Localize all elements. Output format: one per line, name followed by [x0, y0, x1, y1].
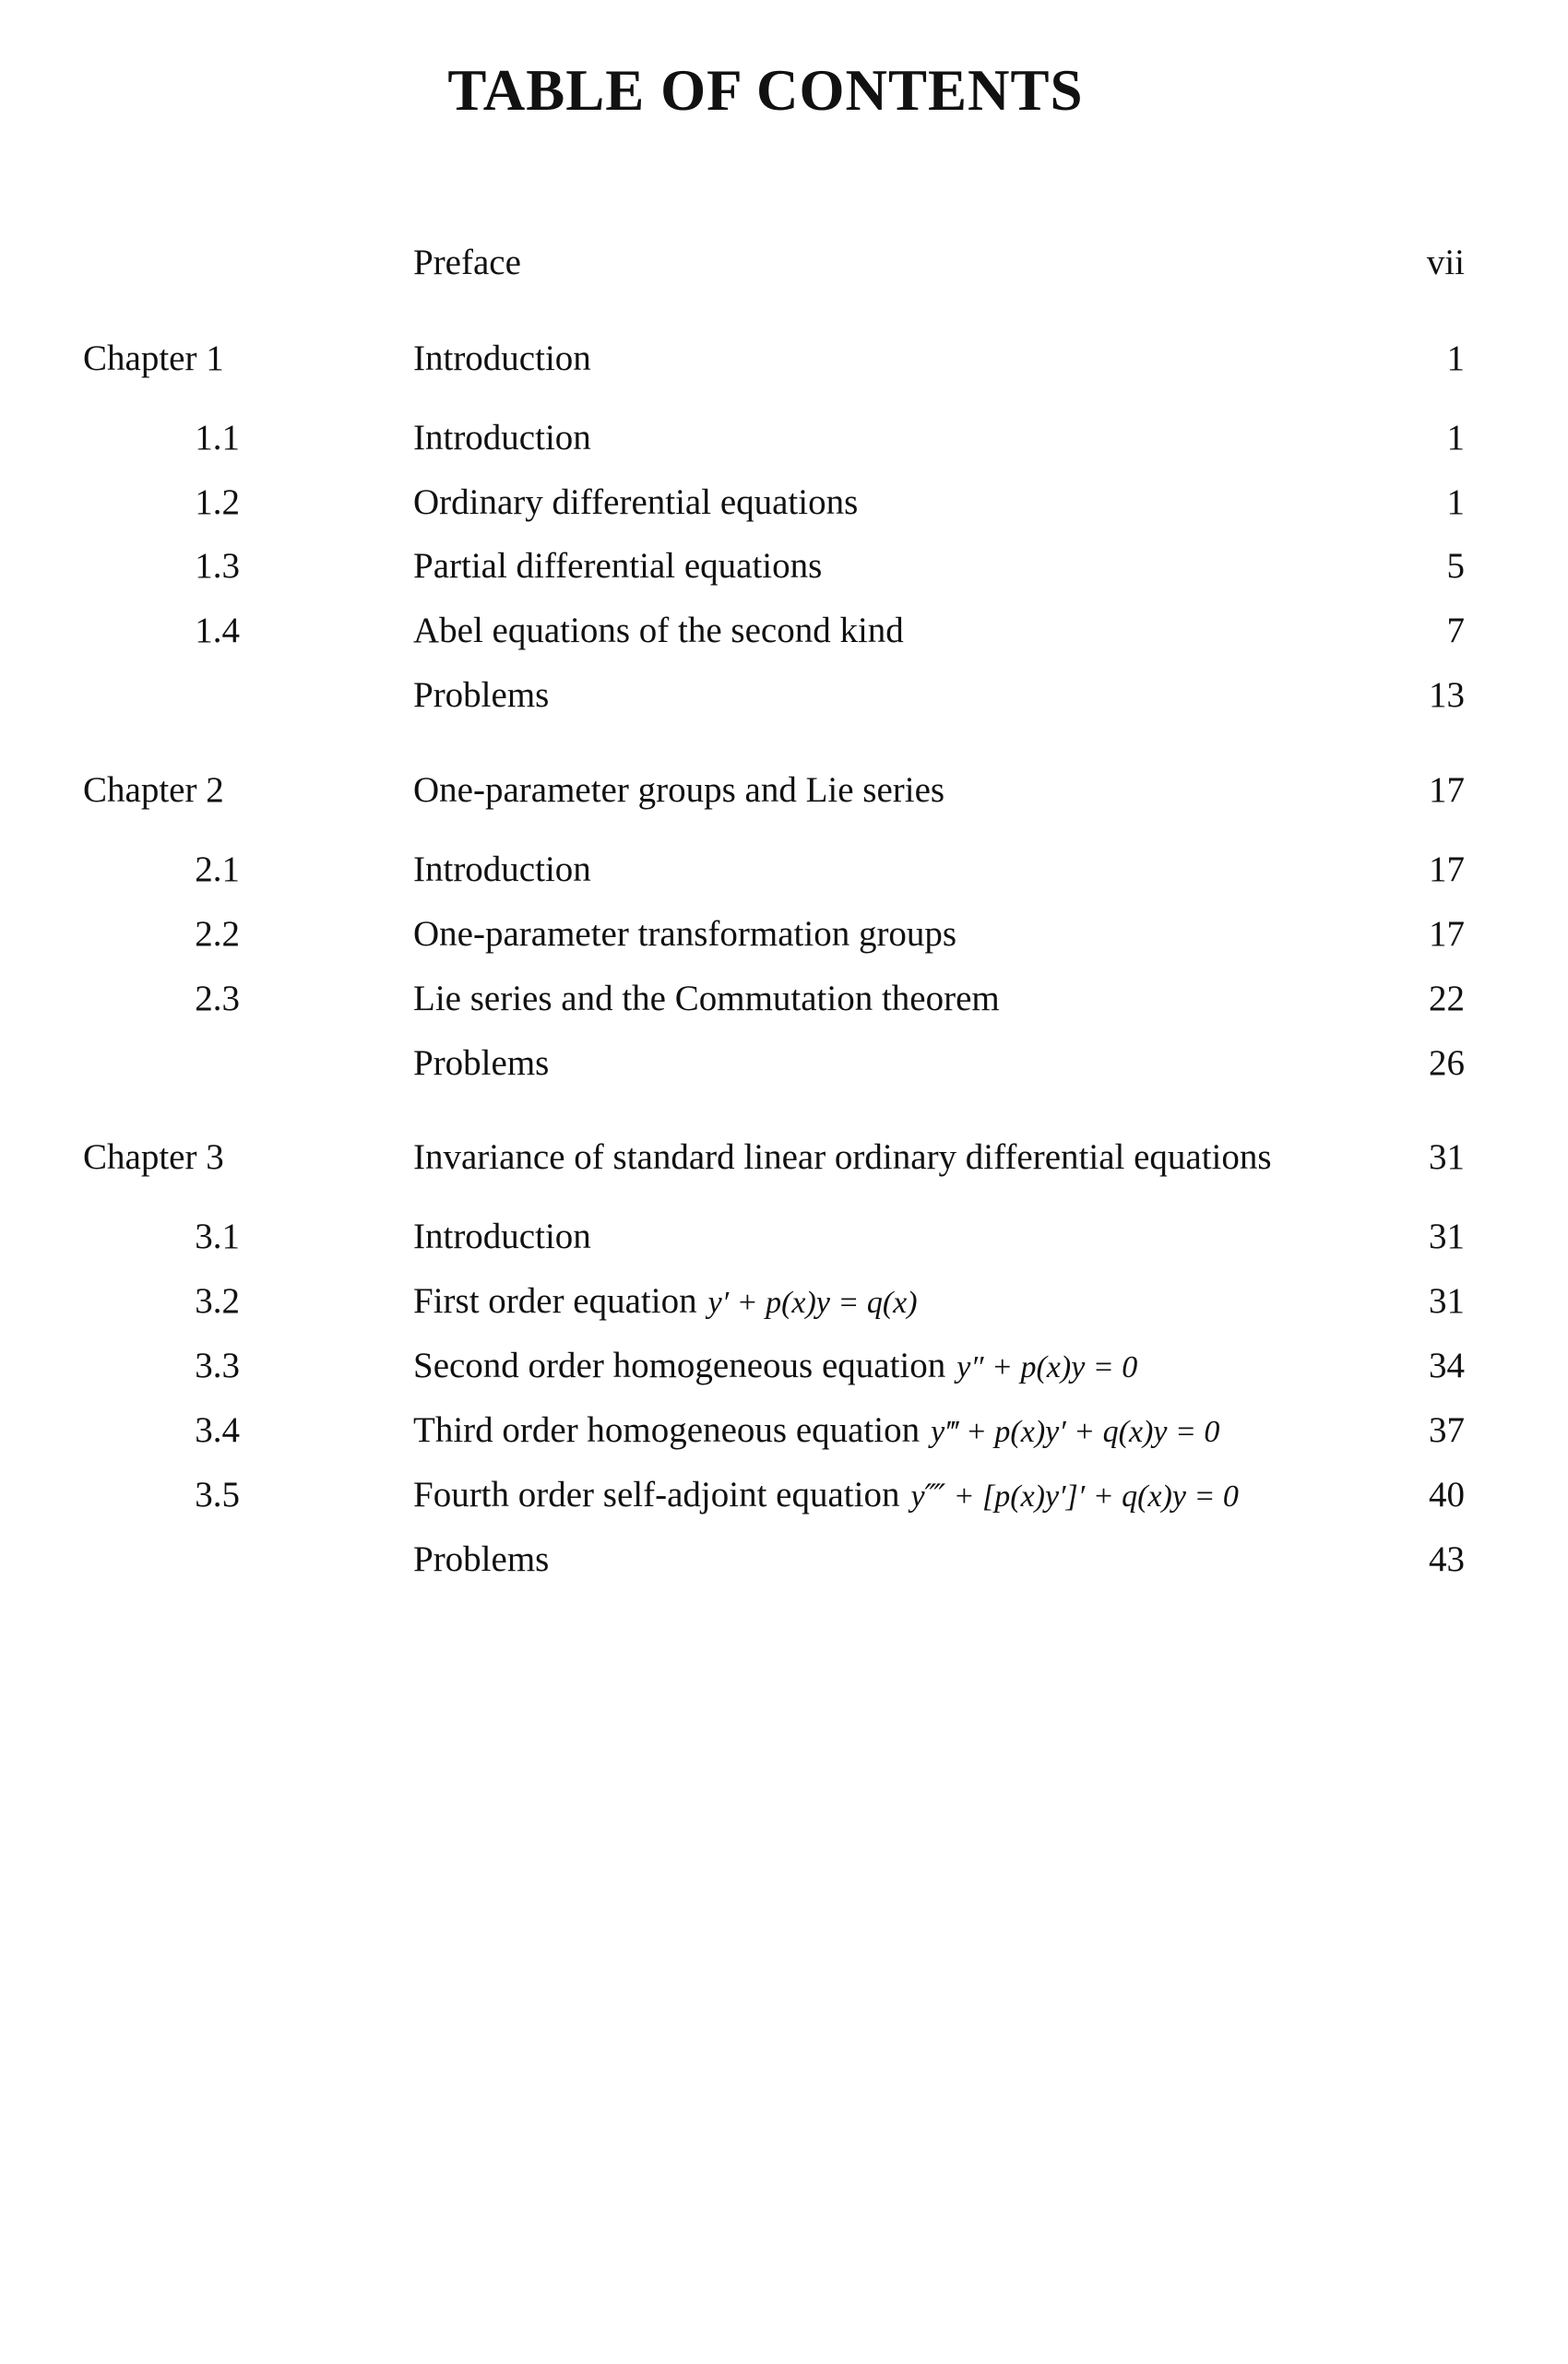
page-number: 31: [1429, 1217, 1465, 1256]
toc-row-problems[interactable]: [0, 1042, 1568, 1088]
entry-title-text: Third order homogeneous equation: [413, 1410, 921, 1450]
entry-title: [413, 1280, 918, 1322]
entry-title: Problems: [413, 675, 550, 715]
section-number: 3.1: [195, 1217, 240, 1256]
section-number: 3.5: [195, 1475, 240, 1515]
entry-title: Partial differential equations: [413, 546, 823, 586]
toc-row-problems[interactable]: [0, 674, 1568, 720]
section-number: 3.2: [195, 1281, 240, 1321]
page-number: 1: [1446, 482, 1465, 522]
entry-title: [413, 1345, 1137, 1386]
section-number: 2.2: [195, 914, 240, 954]
page-number: 7: [1446, 611, 1465, 650]
page-title: TABLE OF CONTENTS: [447, 58, 1084, 123]
page-number: 22: [1429, 979, 1465, 1018]
page-number: 34: [1429, 1346, 1465, 1385]
entry-title: Introduction: [413, 849, 591, 889]
toc-row-section[interactable]: [0, 417, 1568, 463]
page-number: 17: [1429, 849, 1465, 889]
page-number: 26: [1429, 1043, 1465, 1083]
toc-row-section[interactable]: [0, 1474, 1568, 1520]
page-number: 17: [1429, 914, 1465, 954]
toc-row-section[interactable]: [0, 1345, 1568, 1391]
chapter-label: Chapter 2: [83, 770, 224, 810]
section-number: 1.1: [195, 418, 240, 457]
chapter-label: Chapter 3: [83, 1137, 224, 1177]
equation: y⁗ + [p(x)y′]′ + q(x)y = 0: [910, 1479, 1239, 1514]
toc-row-section[interactable]: [0, 849, 1568, 895]
toc-row-chapter-1[interactable]: [0, 338, 1568, 384]
equation: y′ + p(x)y = q(x): [707, 1286, 918, 1320]
section-number: 1.2: [195, 482, 240, 522]
toc-row-preface[interactable]: [0, 242, 1568, 288]
entry-title: Lie series and the Commutation theorem: [413, 979, 1000, 1018]
entry-title: Problems: [413, 1043, 550, 1083]
page-number: 43: [1429, 1539, 1465, 1579]
entry-title: [413, 1409, 1219, 1451]
page-number: 5: [1446, 546, 1465, 586]
entry-title: Preface: [413, 243, 521, 282]
page-number: 31: [1429, 1137, 1465, 1177]
entry-title: One-parameter groups and Lie series: [413, 770, 945, 810]
entry-title: Ordinary differential equations: [413, 482, 859, 522]
page-number: 17: [1429, 770, 1465, 810]
page-number: 40: [1429, 1475, 1465, 1515]
entry-title-text: Second order homogeneous equation: [413, 1346, 946, 1385]
entry-title: Abel equations of the second kind: [413, 611, 904, 650]
entry-title-text: First order equation: [413, 1281, 697, 1321]
toc-row-section[interactable]: [0, 545, 1568, 591]
page-number: 1: [1446, 418, 1465, 457]
toc-row-section[interactable]: [0, 1409, 1568, 1455]
entry-title: Invariance of standard linear ordinary differential equations: [413, 1137, 1272, 1177]
toc-row-section[interactable]: [0, 978, 1568, 1024]
section-number: 1.3: [195, 546, 240, 586]
toc-row-chapter-3[interactable]: [0, 1136, 1568, 1182]
entry-title: Introduction: [413, 418, 591, 457]
section-number: 1.4: [195, 611, 240, 650]
toc-row-section[interactable]: [0, 481, 1568, 528]
toc-row-section[interactable]: [0, 610, 1568, 656]
toc-row-section[interactable]: [0, 1216, 1568, 1262]
entry-title: Introduction: [413, 1217, 591, 1256]
page-number: 31: [1429, 1281, 1465, 1321]
section-number: 3.4: [195, 1410, 240, 1450]
page-number: 37: [1429, 1410, 1465, 1450]
page-number: 1: [1446, 339, 1465, 378]
toc-row-problems[interactable]: [0, 1538, 1568, 1585]
entry-title: Problems: [413, 1539, 550, 1579]
toc-row-section[interactable]: [0, 1280, 1568, 1326]
toc-row-chapter-2[interactable]: [0, 769, 1568, 815]
page-number: vii: [1426, 243, 1465, 282]
entry-title: One-parameter transformation groups: [413, 914, 957, 954]
page-number: 13: [1429, 675, 1465, 715]
section-number: 3.3: [195, 1346, 240, 1385]
entry-title-text: Fourth order self-adjoint equation: [413, 1475, 900, 1515]
equation: y″ + p(x)y = 0: [956, 1350, 1138, 1384]
section-number: 2.1: [195, 849, 240, 889]
section-number: 2.3: [195, 979, 240, 1018]
chapter-label: Chapter 1: [83, 339, 224, 378]
equation: y‴ + p(x)y′ + q(x)y = 0: [931, 1415, 1220, 1449]
entry-title: [413, 1474, 1239, 1515]
entry-title: Introduction: [413, 339, 591, 378]
toc-row-section[interactable]: [0, 913, 1568, 959]
